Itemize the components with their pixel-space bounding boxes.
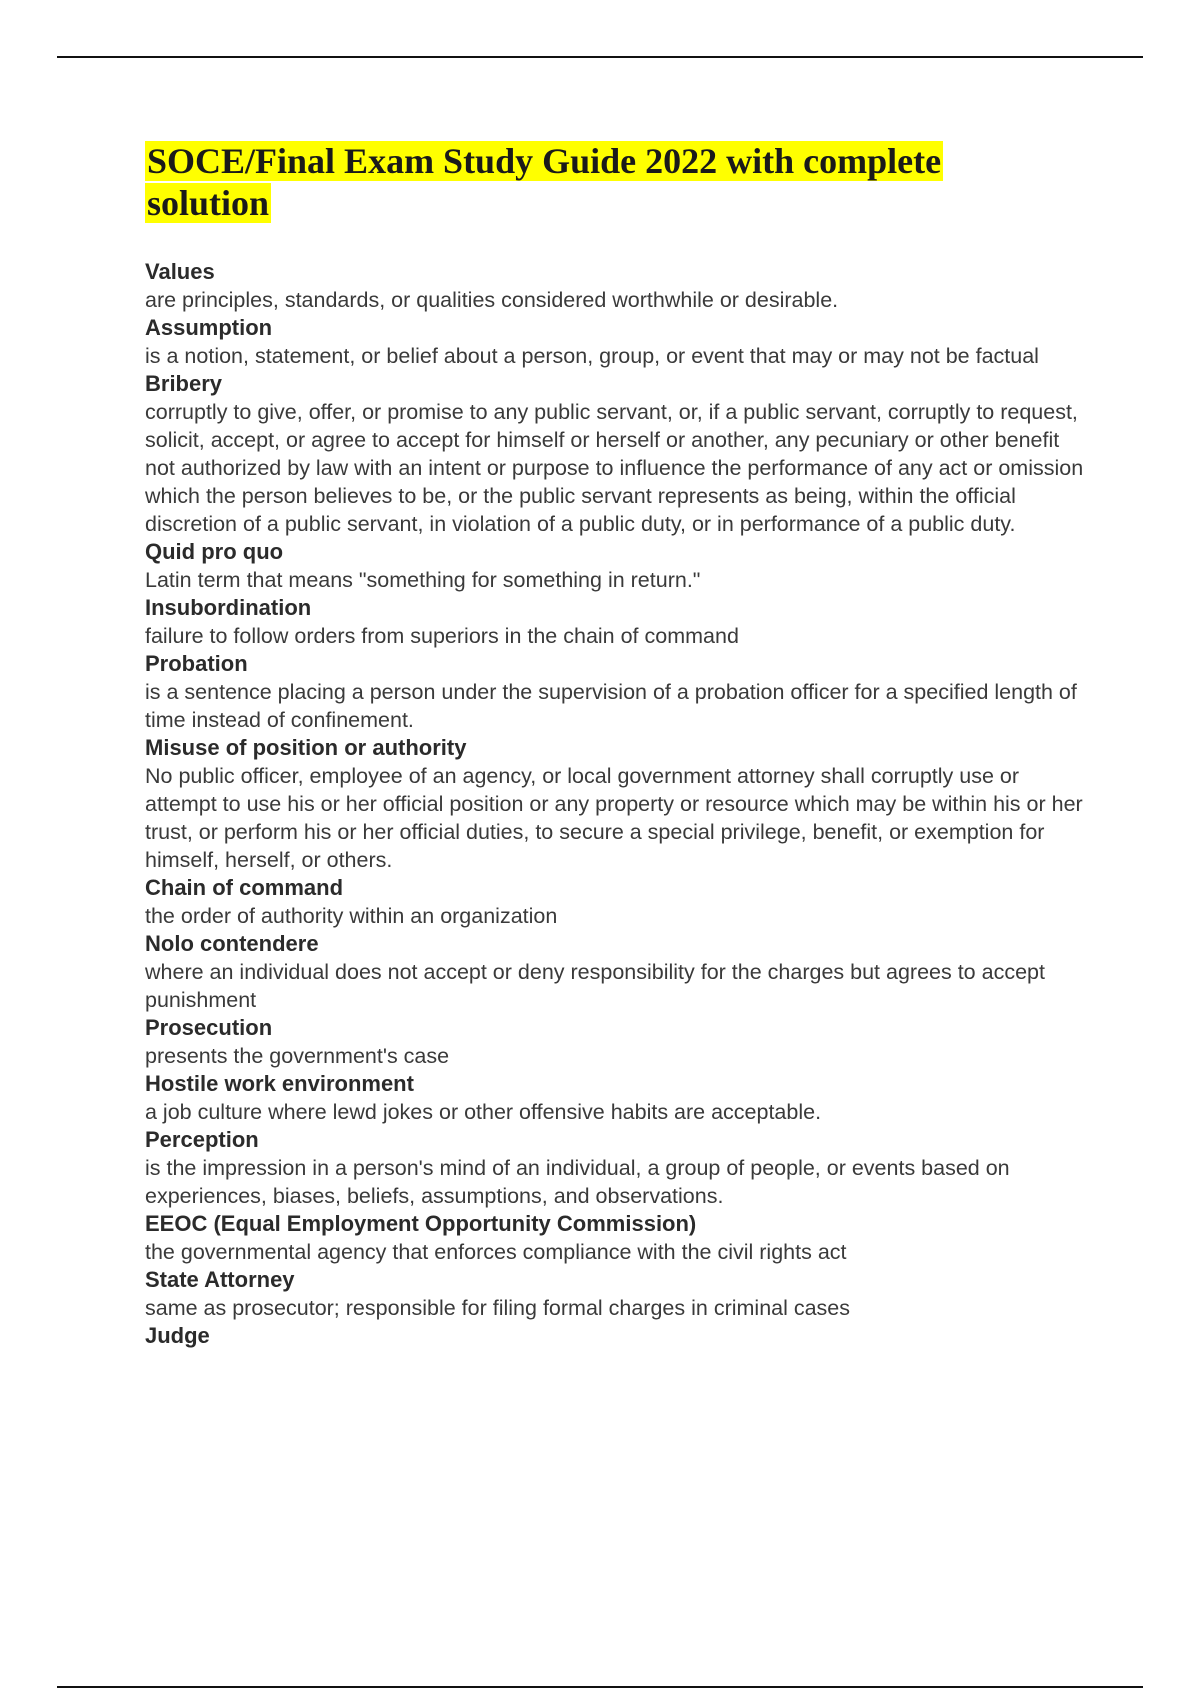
glossary-entry bbox=[145, 874, 1085, 930]
glossary-entry bbox=[145, 1014, 1085, 1070]
definition: presents the government's case bbox=[145, 1044, 450, 1068]
term: Insubordination bbox=[145, 595, 312, 620]
term: Bribery bbox=[145, 371, 223, 396]
term: Judge bbox=[145, 1323, 210, 1348]
term: Values bbox=[145, 259, 215, 284]
glossary-entry bbox=[145, 1210, 1085, 1266]
definition: are principles, standards, or qualities considered worthwhile or desirable. bbox=[145, 288, 839, 312]
definition: is a notion, statement, or belief about a person, group, or event that may or may not be factual bbox=[145, 344, 1039, 368]
term: Assumption bbox=[145, 315, 273, 340]
glossary-entry bbox=[145, 594, 1085, 650]
definition: failure to follow orders from superiors in the chain of command bbox=[145, 624, 739, 648]
top-divider bbox=[57, 56, 1143, 58]
definition: where an individual does not accept or deny responsibility for the charges but agrees to accept punishment bbox=[145, 960, 1045, 1012]
glossary-entry bbox=[145, 258, 1085, 314]
glossary-list bbox=[145, 258, 1085, 1350]
term: EEOC (Equal Employment Opportunity Commission) bbox=[145, 1211, 697, 1236]
term: Misuse of position or authority bbox=[145, 735, 467, 760]
definition: is the impression in a person's mind of an individual, a group of people, or events based on experiences, biases, beliefs, assumptions, and observations. bbox=[145, 1156, 1010, 1208]
glossary-entry bbox=[145, 734, 1085, 874]
page-title-text: SOCE/Final Exam Study Guide 2022 with complete solution bbox=[147, 141, 942, 223]
definition: the governmental agency that enforces compliance with the civil rights act bbox=[145, 1240, 847, 1264]
definition: the order of authority within an organization bbox=[145, 904, 558, 928]
glossary-entry bbox=[145, 650, 1085, 734]
glossary-entry bbox=[145, 314, 1085, 370]
term: Chain of command bbox=[145, 875, 344, 900]
definition: No public officer, employee of an agency, or local government attorney shall corruptly use or attempt to use his or her official position or any property or resource which may be within his or her trust, or perform his or her official duties, to secure a special privilege, benefit, or exemption for himself, herself, or others. bbox=[145, 764, 1083, 872]
term: Hostile work environment bbox=[145, 1071, 414, 1096]
glossary-entry bbox=[145, 1126, 1085, 1210]
definition: corruptly to give, offer, or promise to any public servant, or, if a public servant, corruptly to request, solicit, accept, or agree to accept for himself or herself or another, any pecuniary or other benefit not authorized by law with an intent or purpose to influence the performance of any act or omission which the person believes to be, or the public servant represents as being, within the official discretion of a public servant, in violation of a public duty, or in performance of a public duty. bbox=[145, 400, 1084, 536]
bottom-divider bbox=[57, 1686, 1143, 1688]
term: Prosecution bbox=[145, 1015, 273, 1040]
glossary-entry bbox=[145, 930, 1085, 1014]
definition: same as prosecutor; responsible for filing formal charges in criminal cases bbox=[145, 1296, 851, 1320]
glossary-entry bbox=[145, 1070, 1085, 1126]
term: Probation bbox=[145, 651, 248, 676]
term: Nolo contendere bbox=[145, 931, 319, 956]
definition: is a sentence placing a person under the supervision of a probation officer for a specified length of time instead of confinement. bbox=[145, 680, 1077, 732]
glossary-entry bbox=[145, 1266, 1085, 1322]
definition: Latin term that means "something for something in return." bbox=[145, 568, 701, 592]
term: State Attorney bbox=[145, 1267, 295, 1292]
glossary-entry bbox=[145, 538, 1085, 594]
glossary-entry bbox=[145, 370, 1085, 538]
page-title bbox=[145, 140, 1045, 224]
glossary-entry bbox=[145, 1322, 1085, 1350]
term: Perception bbox=[145, 1127, 259, 1152]
term: Quid pro quo bbox=[145, 539, 284, 564]
definition: a job culture where lewd jokes or other offensive habits are acceptable. bbox=[145, 1100, 822, 1124]
